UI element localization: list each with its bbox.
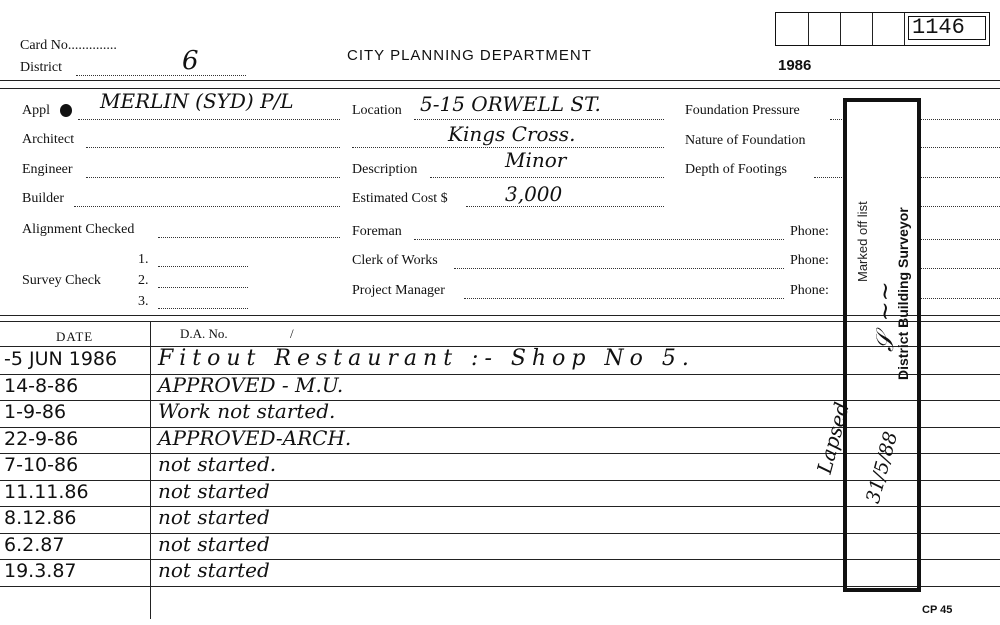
- date-column-divider: [150, 321, 151, 619]
- foundation-pressure-dots: [830, 119, 844, 120]
- survey-3-label: 3.: [138, 294, 149, 309]
- card-year: 1986: [778, 57, 812, 74]
- nature-of-foundation-label: Nature of Foundation: [685, 133, 806, 148]
- department-title: CITY PLANNING DEPARTMENT: [347, 47, 592, 64]
- survey-1-dots: [158, 266, 248, 267]
- header-rule-top: [0, 80, 1000, 81]
- survey-check-label: Survey Check: [22, 273, 101, 288]
- survey-3-dots: [158, 308, 248, 309]
- clerk-of-works-label: Clerk of Works: [352, 253, 438, 268]
- location-label: Location: [352, 103, 402, 118]
- stamp-line1: Marked off list: [855, 201, 870, 282]
- table-row-entry: not started: [158, 505, 270, 529]
- form-code: CP 45: [922, 604, 953, 616]
- right-dots-7: [921, 298, 1000, 299]
- box-divider: [840, 13, 841, 45]
- builder-dots: [74, 206, 340, 207]
- table-row-date: 19.3.87: [4, 560, 77, 582]
- depth-dots: [814, 177, 844, 178]
- project-manager-label: Project Manager: [352, 283, 445, 298]
- survey-1-label: 1.: [138, 252, 149, 267]
- builder-label: Builder: [22, 191, 64, 206]
- table-row-date: 7-10-86: [4, 454, 79, 476]
- appl-label: Appl: [22, 103, 50, 118]
- da-no-value: /: [290, 326, 294, 341]
- clerk-dots: [454, 268, 784, 269]
- architect-dots: [86, 147, 340, 148]
- table-row-entry: Fitout Restaurant :- Shop No 5.: [158, 346, 695, 371]
- engineer-label: Engineer: [22, 162, 73, 177]
- lapsed-word: Lapsed: [812, 399, 855, 477]
- table-row-entry: not started: [158, 558, 270, 582]
- description-label: Description: [352, 162, 418, 177]
- table-row-entry: APPROVED - M.U.: [158, 372, 344, 397]
- appl-dots: [78, 119, 340, 120]
- da-no-header: D.A. No.: [180, 326, 228, 341]
- engineer-dots: [86, 177, 340, 178]
- appl-value: MERLIN (SYD) P/L: [100, 89, 294, 113]
- ink-blot: [60, 104, 72, 117]
- location-value-line1: 5-15 ORWELL ST.: [420, 92, 601, 116]
- box-divider: [904, 13, 905, 45]
- district-label: District: [20, 60, 62, 75]
- survey-2-dots: [158, 287, 248, 288]
- location-value-line2: Kings Cross.: [448, 122, 576, 146]
- table-row-date: 11.11.86: [4, 480, 89, 503]
- stamp-line2: District Building Surveyor: [895, 207, 911, 380]
- table-row-date: 14-8-86: [4, 374, 79, 397]
- card-no-label: Card No..............: [20, 38, 117, 53]
- district-value: 6: [182, 46, 199, 76]
- description-value: Minor: [505, 148, 567, 172]
- table-row-date: 22-9-86: [4, 427, 79, 450]
- marked-off-stamp: [843, 98, 921, 592]
- table-row-date: 1-9-86: [4, 401, 67, 423]
- box-divider: [872, 13, 873, 45]
- table-row-date: 8.12.86: [4, 507, 77, 529]
- description-dots: [430, 177, 664, 178]
- phone-label-3: Phone:: [790, 283, 829, 298]
- table-row-date: 6.2.87: [4, 533, 65, 556]
- card-number: 1146: [912, 15, 965, 40]
- phone-label-2: Phone:: [790, 253, 829, 268]
- right-dots-4: [921, 206, 1000, 207]
- right-dots-5: [921, 239, 1000, 240]
- right-dots-3: [921, 177, 1000, 178]
- date-header: DATE: [56, 329, 94, 344]
- table-row-entry: Work not started.: [158, 399, 336, 423]
- table-row-entry: not started: [158, 478, 270, 503]
- alignment-dots: [158, 237, 340, 238]
- right-dots-6: [921, 268, 1000, 269]
- cost-dots: [466, 206, 664, 207]
- depth-of-footings-label: Depth of Footings: [685, 162, 787, 177]
- estimated-cost-label: Estimated Cost $: [352, 191, 448, 206]
- district-dots: [76, 75, 246, 76]
- right-dots-2: [921, 147, 1000, 148]
- stamp-signature: 𝒮 ~~: [871, 281, 899, 352]
- foundation-pressure-label: Foundation Pressure: [685, 103, 800, 118]
- table-row-entry: APPROVED-ARCH.: [158, 425, 352, 450]
- table-row-entry: not started: [158, 531, 270, 556]
- alignment-label: Alignment Checked: [22, 222, 135, 237]
- table-row-entry: not started.: [158, 452, 277, 476]
- foreman-dots: [414, 239, 784, 240]
- survey-2-label: 2.: [138, 273, 149, 288]
- phone-label-1: Phone:: [790, 224, 829, 239]
- lapsed-date: 31/5/88: [862, 429, 903, 506]
- pm-dots: [464, 298, 784, 299]
- foreman-label: Foreman: [352, 224, 402, 239]
- architect-label: Architect: [22, 132, 75, 147]
- estimated-cost-value: 3,000: [505, 182, 563, 206]
- location-dots: [414, 119, 664, 120]
- box-divider: [808, 13, 809, 45]
- table-row-date: -5 JUN 1986: [4, 348, 118, 370]
- right-dots-1: [921, 119, 1000, 120]
